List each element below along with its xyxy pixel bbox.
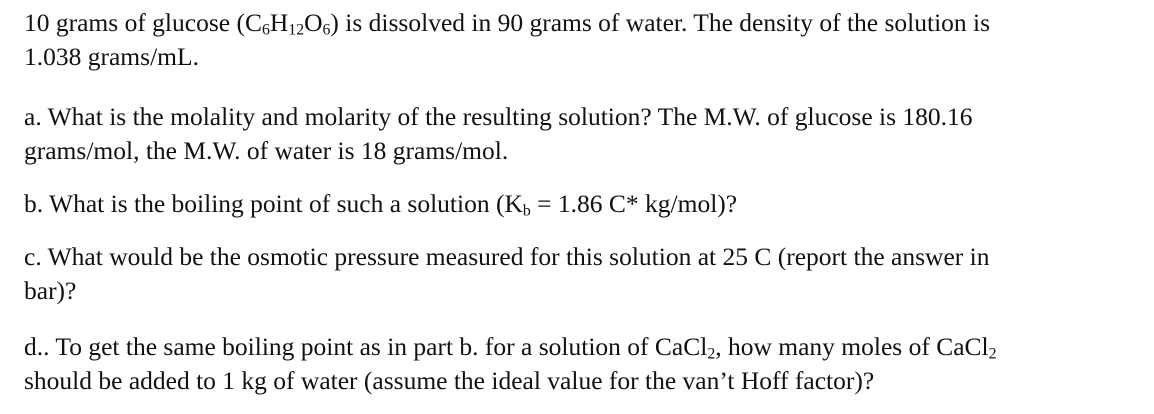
formula-element: H [269, 8, 289, 37]
intro-text-start: 10 grams of glucose (C [24, 8, 262, 37]
question-b [24, 187, 1104, 221]
question-b-text-start: b. What is the boiling point of such a solution (K [24, 189, 523, 218]
question-d-text-start: d.. To get the same boiling point as in part b. for a solution of CaCl [24, 332, 708, 361]
subscript: 6 [322, 21, 331, 39]
question-a-line-1: a. What is the molality and molarity of the resulting solution? The M.W. of glucose is 180.16 [24, 102, 973, 131]
question-d-line-2: should be added to 1 kg of water (assume the ideal value for the van’t Hoff factor)? [24, 366, 875, 395]
subscript: 2 [707, 345, 716, 363]
subscript: 12 [288, 21, 305, 39]
question-a [24, 100, 1104, 168]
problem-text [24, 6, 1104, 398]
subscript: b [522, 202, 531, 220]
question-c-line-2: bar)? [24, 276, 77, 305]
intro-text-end: ) is dissolved in 90 grams of water. The density of the solution is [330, 8, 991, 37]
question-c-line-1: c. What would be the osmotic pressure measured for this solution at 25 C (report the answer in [24, 242, 990, 271]
intro-paragraph [24, 6, 1104, 74]
question-b-text-end: = 1.86 C* kg/mol)? [530, 189, 738, 218]
formula-element: O [304, 8, 323, 37]
question-a-line-2: grams/mol, the M.W. of water is 18 grams/mol. [24, 136, 509, 165]
question-c [24, 240, 1104, 308]
question-d [24, 330, 1104, 398]
intro-density-line: 1.038 grams/mL. [24, 42, 199, 71]
question-d-text-mid: , how many moles of CaCl [715, 332, 989, 361]
subscript: 6 [261, 21, 270, 39]
subscript: 2 [988, 345, 997, 363]
